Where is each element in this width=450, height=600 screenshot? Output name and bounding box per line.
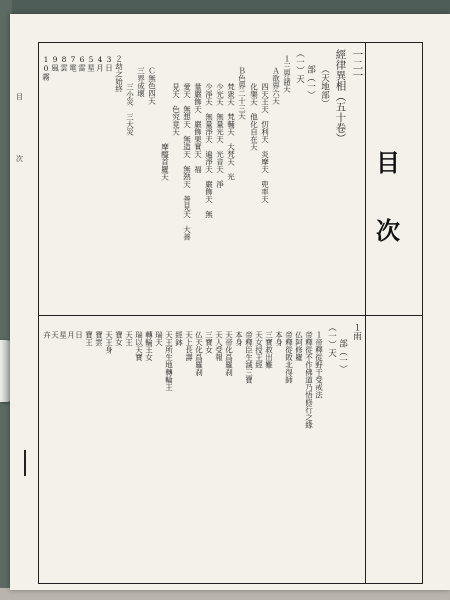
lower-col: 天王所生地轉輪王 — [164, 331, 174, 391]
upper-col: 9風 — [50, 55, 60, 72]
side-tab-mu: 目 — [16, 93, 23, 101]
lower-col: 三寶救出難 — [264, 331, 274, 369]
lower-col: 寶女 — [114, 331, 124, 346]
lower-col: 天王身 — [104, 331, 114, 354]
title-char-2: 次 — [376, 217, 400, 245]
upper-col: 見天 色究竟天 — [171, 83, 181, 136]
upper-col: （一）天 — [294, 49, 305, 83]
lower-col: 寶王 — [84, 331, 94, 346]
lower-col: 寶雲 — [94, 331, 104, 346]
upper-col: 一二一 — [351, 49, 364, 81]
frame-vertical-rule — [365, 43, 366, 583]
lower-col: 天女授王經 — [254, 331, 264, 369]
upper-col: 四天王天 忉利天 炎摩天 兜率天 — [260, 83, 270, 203]
upper-col: Ｃ無色四天 — [147, 67, 157, 105]
upper-col: 8雲 — [59, 55, 69, 72]
upper-col: Ｂ色界二十三天 — [237, 67, 247, 120]
lower-col: 帝釋從不作佛道乃悟修行之緣 — [304, 331, 314, 429]
book-page — [10, 14, 450, 590]
upper-col: 三小災 三大災 — [125, 83, 135, 136]
lower-col: 星 — [58, 331, 68, 339]
upper-col: （天地部） — [319, 65, 330, 108]
upper-col: 10霧 — [41, 55, 51, 81]
upper-col: 化樂天 他化自在天 — [249, 83, 259, 151]
lower-col: 日 — [74, 331, 84, 339]
lower-col: 本身 — [274, 331, 284, 346]
upper-col: 部（一） — [305, 65, 316, 99]
upper-col: 愛天 無想天 無造天 無熱天 善見天 大善 — [182, 83, 192, 241]
side-tab-ci: 次 — [16, 155, 23, 163]
upper-col: ２劫之始終 — [114, 55, 124, 93]
lower-col: 仏天化爲羅刹 — [194, 331, 204, 376]
lower-col: 卉 — [42, 331, 52, 339]
lower-col: 天王 — [124, 331, 134, 346]
lower-col: 本身 — [234, 331, 244, 346]
upper-col: 摩醯首羅天 — [160, 143, 170, 181]
upper-col: 少光天 無量光天 光音天 淨 — [215, 83, 225, 188]
upper-col: １三界諸天 — [282, 55, 292, 93]
lower-col: 經鉢 — [174, 331, 184, 346]
lower-col: 月 — [66, 331, 76, 339]
lower-col: 瑞以天寶 — [134, 331, 144, 361]
upper-col: 三界成壞 — [136, 67, 146, 97]
lower-col: 天上長壽 — [184, 331, 194, 361]
upper-col: 7電 — [68, 55, 78, 72]
upper-col: Ａ欲界六天 — [271, 67, 281, 105]
upper-col: 3日 — [104, 55, 114, 72]
upper-col: 經律異相（五十卷） — [334, 49, 347, 144]
upper-col: 6雷 — [77, 55, 87, 72]
upper-col: 梵衆天 梵輔天 大梵天 光 — [226, 83, 236, 181]
lower-col: １帝釋從野干受戒法 — [314, 331, 324, 399]
upper-col: 量嚴飾天 嚴飾果實天 福 — [193, 83, 203, 173]
lower-col: （一）天 — [326, 323, 337, 357]
lower-col: 帝釋從敗北得師 — [284, 331, 294, 384]
lower-col: 三寶女 — [204, 331, 214, 354]
upper-col: 5星 — [86, 55, 96, 72]
upper-col: 少淨天 無量淨天 遍淨天 嚴飾天 無 — [204, 83, 214, 218]
lower-col: 天 — [50, 331, 60, 339]
lower-col: 天人受報 — [214, 331, 224, 361]
lower-col: 瑞天 — [154, 331, 164, 346]
upper-col: 4月 — [95, 55, 105, 72]
lower-col: 部（一） — [337, 339, 348, 373]
toc-frame — [38, 42, 423, 584]
lower-col: 仏阿修羅 — [294, 331, 304, 361]
lower-col: 轉輪王女 — [144, 331, 154, 361]
side-margin-mark — [24, 450, 26, 476]
lower-col: 帝釋臣生滅三寶 — [244, 331, 254, 384]
lower-col: 天帝化爲羅刹 — [224, 331, 234, 376]
lower-col: １雨 — [351, 323, 362, 340]
title-char-1: 目 — [376, 149, 400, 177]
